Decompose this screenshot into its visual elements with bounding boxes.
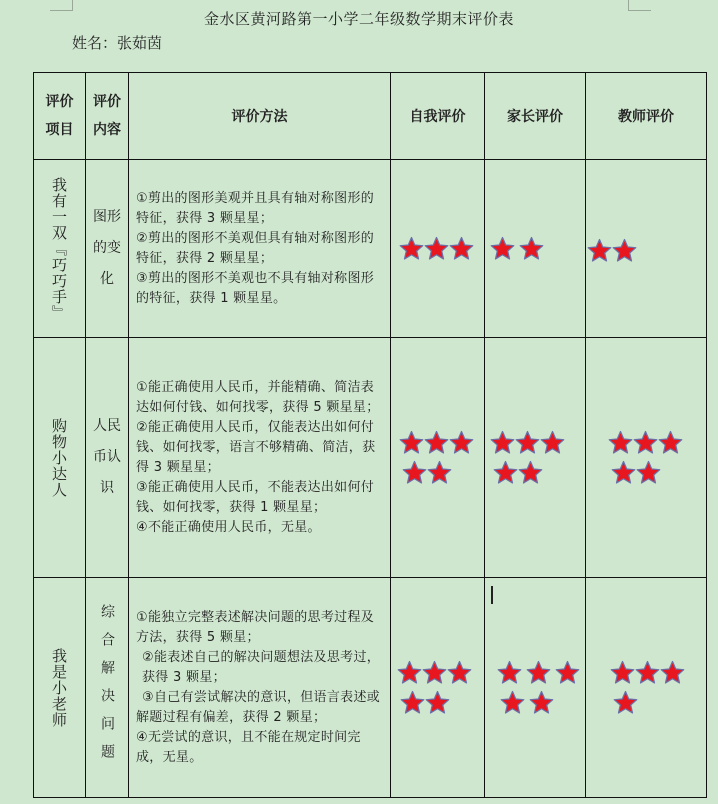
row-content-cell <box>86 578 129 798</box>
self-rating-cell[interactable] <box>391 578 485 798</box>
red-star-icon <box>497 660 522 685</box>
star-row <box>490 234 585 264</box>
document-title: 金水区黄河路第一小学二年级数学期末评价表 <box>203 10 514 28</box>
teacher-rating-cell[interactable] <box>586 578 707 798</box>
header-content-line2: 内容 <box>93 122 121 138</box>
red-star-icon <box>519 236 544 261</box>
star-row <box>399 458 484 488</box>
table-row <box>34 160 707 338</box>
red-star-icon <box>526 660 551 685</box>
header-method: 评价方法 <box>129 73 391 160</box>
parent-rating-stars <box>485 428 585 488</box>
method-criterion: ③能正确使用人民币，不能表达出如何付钱、如何找零，获得 1 颗星星； <box>136 479 375 515</box>
evaluation-table <box>33 72 707 798</box>
row-item-cell <box>34 160 86 338</box>
self-rating-cell[interactable] <box>391 160 485 338</box>
red-star-icon <box>447 660 472 685</box>
red-star-icon <box>529 690 554 715</box>
method-criterion: ①剪出的图形美观并且具有轴对称图形的特征，获得 3 颗星星； <box>136 190 375 226</box>
star-row <box>490 428 585 458</box>
red-star-icon <box>540 430 565 455</box>
red-star-icon <box>400 690 425 715</box>
parent-rating-stars <box>485 658 585 718</box>
method-criterion: ①能独立完整表述解决问题的思考过程及方法，获得 5 颗星； <box>136 609 375 645</box>
row-item-label: 购物小达人 <box>50 417 68 498</box>
header-teacher: 教师评价 <box>586 73 707 160</box>
table-row <box>34 338 707 578</box>
red-star-icon <box>424 430 449 455</box>
row-content-line: 人民 <box>93 418 121 434</box>
parent-rating-cell[interactable] <box>485 338 586 578</box>
header-item-line2: 项目 <box>45 122 74 138</box>
star-row <box>397 658 484 688</box>
red-star-icon <box>610 660 635 685</box>
row-content-line: 的变 <box>93 240 121 256</box>
red-star-icon <box>397 660 422 685</box>
star-row <box>610 658 706 688</box>
red-star-icon <box>399 236 424 261</box>
red-star-icon <box>500 690 525 715</box>
red-star-icon <box>608 430 633 455</box>
row-content-line: 币认 <box>93 449 121 465</box>
red-star-icon <box>555 660 580 685</box>
teacher-rating-stars <box>586 658 706 718</box>
red-star-icon <box>449 236 474 261</box>
red-star-icon <box>611 460 636 485</box>
star-row <box>610 688 706 718</box>
header-self: 自我评价 <box>391 73 485 160</box>
red-star-icon <box>660 660 685 685</box>
parent-rating-cell[interactable] <box>485 578 586 798</box>
method-criterion: ②能正确使用人民币，仅能表达出如何付钱、如何找零，语言不够精确、简洁，获得 3 颗星星； <box>136 419 376 475</box>
red-star-icon <box>402 460 427 485</box>
header-item <box>34 73 86 160</box>
row-item-cell <box>34 578 86 798</box>
header-item-line1: 评价 <box>45 94 74 110</box>
row-item-label: 我是小老师 <box>50 647 68 728</box>
red-star-icon <box>422 660 447 685</box>
star-row <box>587 235 706 265</box>
star-row <box>399 234 484 264</box>
row-content-line: 图形 <box>93 209 121 225</box>
red-star-icon <box>612 238 637 263</box>
star-row <box>608 428 706 458</box>
method-criterion: ②剪出的图形不美观但具有轴对称图形的特征，获得 2 颗星星； <box>136 230 375 266</box>
self-rating-stars <box>391 234 484 264</box>
method-criterion: ③自己有尝试解决的意识，但语言表述或解题过程有偏差，获得 2 颗星； <box>136 689 381 725</box>
red-star-icon <box>636 460 661 485</box>
red-star-icon <box>493 460 518 485</box>
method-criterion: ④不能正确使用人民币，无星。 <box>136 519 321 535</box>
red-star-icon <box>399 430 424 455</box>
row-content-cell <box>86 338 129 578</box>
star-row <box>497 688 585 718</box>
star-row <box>397 688 484 718</box>
parent-rating-cell[interactable] <box>485 160 586 338</box>
method-criterion: ②能表述自己的解决问题想法及思考过，获得 3 颗星； <box>142 649 381 685</box>
method-criterion: ①能正确使用人民币，并能精确、简洁表达如何付钱、如何找零，获得 5 颗星星； <box>136 379 380 415</box>
star-row <box>399 428 484 458</box>
self-rating-stars <box>391 658 484 718</box>
parent-rating-stars <box>485 234 585 264</box>
row-method-cell <box>129 160 391 338</box>
teacher-rating-cell[interactable] <box>586 338 707 578</box>
row-item-cell <box>34 338 86 578</box>
star-row <box>490 458 585 488</box>
red-star-icon <box>490 430 515 455</box>
teacher-rating-cell[interactable] <box>586 160 707 338</box>
red-star-icon <box>490 236 515 261</box>
red-star-icon <box>613 690 638 715</box>
row-method-cell <box>129 578 391 798</box>
red-star-icon <box>633 430 658 455</box>
row-method-cell <box>129 338 391 578</box>
self-rating-stars <box>391 428 484 488</box>
star-row <box>608 458 706 488</box>
header-content-line1: 评价 <box>93 94 121 110</box>
row-content-line: 识 <box>100 480 114 496</box>
teacher-rating-stars <box>586 235 706 265</box>
method-criterion: ④无尝试的意识，且不能在规定时间完成，无星。 <box>136 729 361 765</box>
row-item-label: 我有一双『巧巧手』 <box>50 176 68 321</box>
row-content-label: 综合解决问题 <box>99 603 115 772</box>
red-star-icon <box>518 460 543 485</box>
red-star-icon <box>587 238 612 263</box>
red-star-icon <box>449 430 474 455</box>
method-criterion: ③剪出的图形不美观也不具有轴对称图形的特征，获得 1 颗星星。 <box>136 270 375 306</box>
red-star-icon <box>425 690 450 715</box>
red-star-icon <box>427 460 452 485</box>
text-cursor <box>491 586 493 604</box>
red-star-icon <box>658 430 683 455</box>
row-content-cell <box>86 160 129 338</box>
table-row <box>34 578 707 798</box>
red-star-icon <box>635 660 660 685</box>
star-row <box>497 658 585 688</box>
header-parent: 家长评价 <box>485 73 586 160</box>
self-rating-cell[interactable] <box>391 338 485 578</box>
header-content <box>86 73 129 160</box>
teacher-rating-stars <box>586 428 706 488</box>
row-content-line: 化 <box>100 271 114 287</box>
red-star-icon <box>515 430 540 455</box>
student-name: 姓名：张茹茵 <box>72 34 163 52</box>
red-star-icon <box>424 236 449 261</box>
header-row <box>34 73 707 160</box>
